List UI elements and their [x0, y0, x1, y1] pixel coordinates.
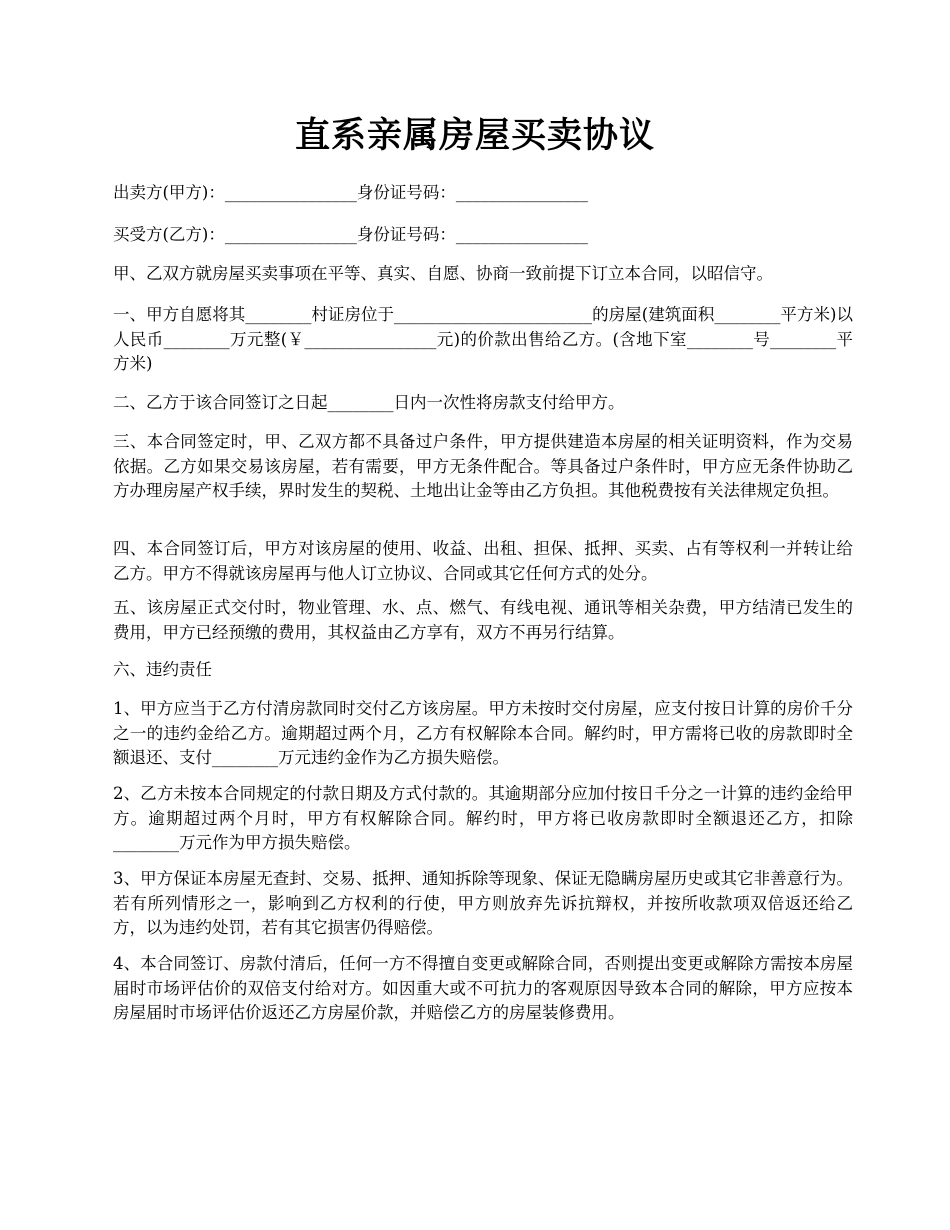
liability-item-1: 1、甲方应当于乙方付清房款同时交付乙方该房屋。甲方未按时交付房屋，应支付按日计算的房价千分之一的违约金给乙方。逾期超过两个月，乙方有权解除本合同。解约时，甲方需将已收的房款即时全额退还、支付________万元违约金作为乙方损失赔偿。	[113, 699, 853, 767]
clause-2-paragraph: 二、乙方于该合同签订之日起________日内一次性将房款支付给甲方。	[113, 393, 625, 412]
preamble-paragraph: 甲、乙双方就房屋买卖事项在平等、真实、自愿、协商一致前提下订立本合同，以昭信守。	[113, 264, 773, 283]
liability-heading: 六、违约责任	[113, 660, 212, 679]
clause-5-paragraph: 五、该房屋正式交付时，物业管理、水、点、燃气、有线电视、通讯等相关杂费，甲方结清已发生的费用，甲方已经预缴的费用，其权益由乙方享有，双方不再另行结算。	[113, 598, 853, 642]
clause-3-paragraph: 三、本合同签定时，甲、乙双方都不具备过户条件，甲方提供建造本房屋的相关证明资料，作为交易依据。乙方如果交易该房屋，若有需要，甲方无条件配合。等具备过户条件时，甲方应无条件协助乙方办理房屋产权手续，界时发生的契税、土地出让金等由乙方负担。其他税费按有关法律规定负担。	[113, 432, 853, 500]
clause-1-paragraph: 一、甲方自愿将其________村证房位于________________________的房屋(建筑面积________平方米)以人民币________万元整(￥________________元)的价款出售给乙方。(含地下室________号________平方米)	[113, 305, 853, 373]
clause-4-paragraph: 四、本合同签订后，甲方对该房屋的使用、收益、出租、担保、抵押、买卖、占有等权利一并转让给乙方。甲方不得就该房屋再与他人订立协议、合同或其它任何方式的处分。	[113, 539, 853, 583]
liability-item-2: 2、乙方未按本合同规定的付款日期及方式付款的。其逾期部分应加付按日千分之一计算的违约金给甲方。逾期超过两个月时，甲方有权解除合同。解约时，甲方将已收房款即时全额退还乙方，扣除________万元作为甲方损失赔偿。	[113, 784, 853, 852]
liability-item-3: 3、甲方保证本房屋无查封、交易、抵押、通知拆除等现象、保证无隐瞒房屋历史或其它非善意行为。若有所列情形之一，影响到乙方权利的行使，甲方则放弃先诉抗辩权，并按所收款项双倍返还给乙方，以为违约处罚，若有其它损害仍得赔偿。	[113, 869, 853, 937]
buyer-line: 买受方(乙方)：________________身份证号码：________________	[113, 225, 588, 244]
seller-line: 出卖方(甲方)：________________身份证号码：________________	[113, 183, 588, 202]
document-title: 直系亲属房屋买卖协议	[294, 115, 655, 156]
liability-item-4: 4、本合同签订、房款付清后，任何一方不得擅自变更或解除合同，否则提出变更或解除方需按本房屋届时市场评估价的双倍支付给对方。如因重大或不可抗力的客观原因导致本合同的解除，甲方应按本房屋届时市场评估价返还乙方房屋价款，并赔偿乙方的房屋装修费用。	[113, 954, 853, 1022]
